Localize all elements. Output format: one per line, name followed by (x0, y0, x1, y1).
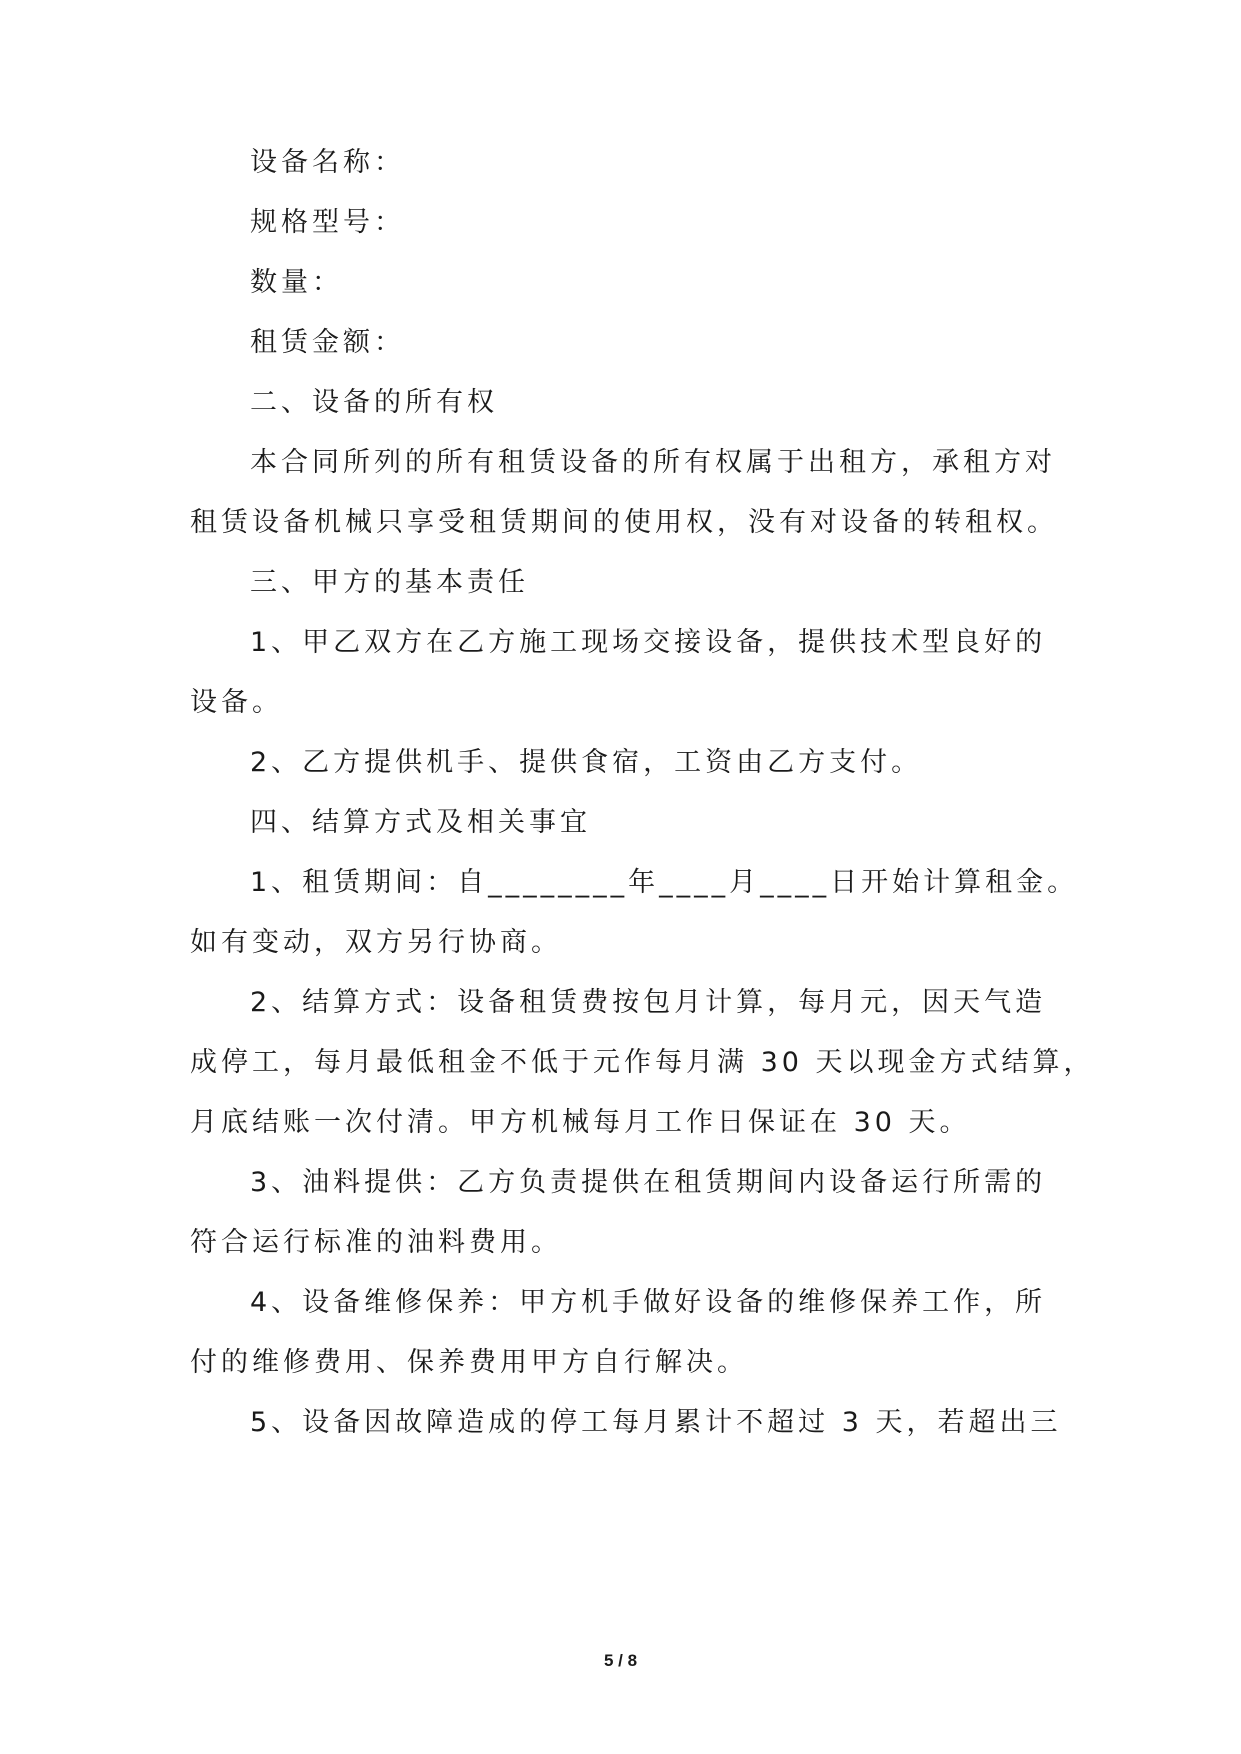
paragraph-line: 成停工，每月最低租金不低于元作每月满 30 天以现金方式结算， (190, 1047, 1095, 1078)
paragraph-line: 3、油料提供：乙方负责提供在租赁期间内设备运行所需的 (250, 1167, 1047, 1198)
paragraph-line: 租赁设备机械只享受租赁期间的使用权，没有对设备的转租权。 (190, 507, 1058, 538)
paragraph-line: 4、设备维修保养：甲方机手做好设备的维修保养工作，所 (250, 1287, 1047, 1318)
field-rental-amount: 租赁金额： (250, 327, 405, 358)
paragraph-line: 本合同所列的所有租赁设备的所有权属于出租方，承租方对 (250, 447, 1056, 478)
field-equipment-name: 设备名称： (250, 147, 405, 178)
paragraph-line: 1、租赁期间：自________年____月____日开始计算租金。 (250, 867, 1079, 898)
field-quantity: 数量： (250, 267, 343, 298)
paragraph-line: 1、甲乙双方在乙方施工现场交接设备，提供技术型良好的 (250, 627, 1047, 658)
section-heading-settlement: 四、结算方式及相关事宜 (250, 807, 591, 838)
paragraph-line: 设备。 (190, 687, 283, 718)
paragraph-line: 付的维修费用、保养费用甲方自行解决。 (190, 1347, 748, 1378)
section-heading-ownership: 二、设备的所有权 (250, 387, 498, 418)
paragraph-line: 月底结账一次付清。甲方机械每月工作日保证在 30 天。 (190, 1107, 971, 1138)
paragraph-line: 2、乙方提供机手、提供食宿，工资由乙方支付。 (250, 747, 923, 778)
section-heading-party-a: 三、甲方的基本责任 (250, 567, 529, 598)
paragraph-line: 5、设备因故障造成的停工每月累计不超过 3 天，若超出三 (250, 1407, 1062, 1438)
paragraph-line: 符合运行标准的油料费用。 (190, 1227, 562, 1258)
field-spec-model: 规格型号： (250, 207, 405, 238)
page-number: 5 / 8 (603, 1651, 638, 1670)
paragraph-line: 如有变动，双方另行协商。 (190, 927, 562, 958)
paragraph-line: 2、结算方式：设备租赁费按包月计算，每月元，因天气造 (250, 987, 1047, 1018)
